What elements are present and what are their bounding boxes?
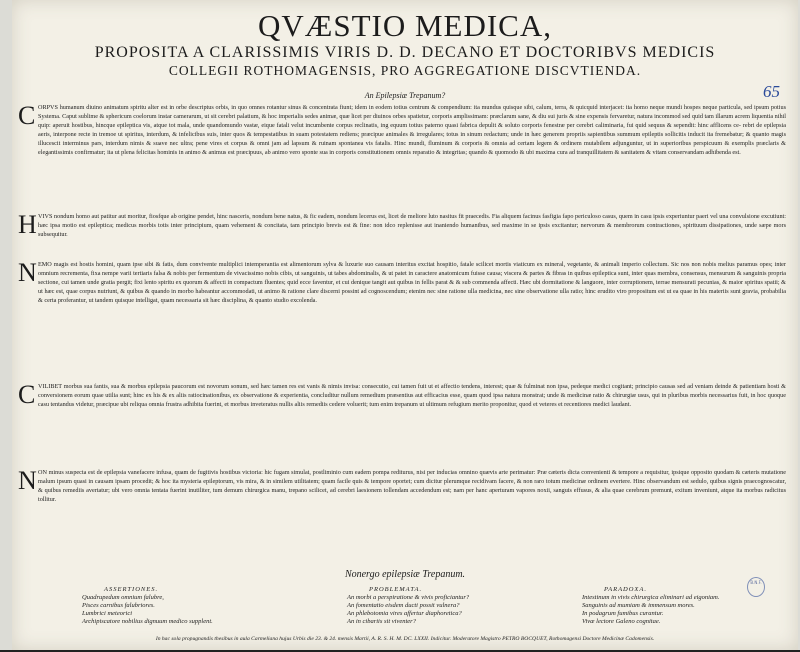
paragraph-4 (18, 380, 786, 465)
paragraph-5 (18, 466, 786, 568)
column-heading: PARADOXA. (604, 586, 647, 593)
drop-cap: C (18, 101, 36, 130)
column-heading: ASSERTIONES. (104, 586, 159, 593)
document-page (12, 0, 798, 650)
paragraph-text: VIVS nondum homo aut patitur aut moritur, fiosfque ab origine pendet, hinc nasceris, nondum bene natus, & fic eadem, nondum lecerus est, licet de meliore luto nasitus fit praecedis. Fia aliquem facinus fasfigia fapo periculoso casus, quem in casu ipsis experiuntur paeri vel una convulsione excutiunt: hæc ipsa motio est epileptica; medicus morbis totis inter principium, quam vehement & concitata, tam principio brevis est & fine: non idco replenisse aut inaniendo humanibus, sed maxime in se ipsis excitantur; nervorum & membrorum contractiones, spirituum dissipationes, unde sæpe mors subsequitur. (38, 213, 786, 238)
list-item: Pisces carnibus falubriores. (82, 602, 155, 609)
paragraph-1 (18, 101, 786, 210)
document-subtitle-2: COLLEGII ROTHOMAGENSIS, PRO AGGREGATIONE DISCVTIENDA. (168, 63, 642, 78)
list-item: Vivæ lectore Galeno cognitae. (582, 618, 661, 625)
paragraph-text: ON minus suspecta est de epilepsia vanefacere infusa, quam de fugitivis hostibus victoria: hic fugam simulat, postliminio cum eadem pompa rediturus, nisi per inducias omnino quævis arte perimatur: Præ cæteris dicta convenienti & tempore a requisitur, ipsique opposito quodam & cæteris mutatione malum ipsum quasi in causam ipsam procedit; & hoc ita mysteria epileptorum, vis mira, & in similem utilitatem; quam facile quis & tempore oportet; cum dicitur plerumque recidivam facere, & non raro totum medicinæ ordinem evertere. Hinc observandum est sedulo, quibus signis praecognoscatur, & quibus remediis avertatur; ubi vero omnia tentata fuerint inutiliter, tum demum chirurgica manu, trepano scilicet, ad cerebri laesionem tollendam accedendum est; nam per hanc aperturam vapores noxii, sanguis effusus, & alia quae cerebrum premunt, exitum inveniunt, atque ita morbus radicitus tollitur. (38, 469, 786, 503)
drop-cap: N (18, 258, 37, 287)
list-item: Intestinum in vivis chirurgica eliminari ad eigoniam. (582, 594, 720, 601)
list-item: Quadrupedum omnium falubre, (82, 594, 164, 601)
page-number: 65 (763, 82, 780, 101)
paragraph-text: EMO magis est hostis homini, quam ipse sibi & fatis, dum convivente multiplici intemperantia est alimentorum sylva & luxurie suo causam interitus excitat hospitio, fatale scilicet mortis viaticum ex mineral, vegetante, & animali imperio collectum. Sic nos non nobis melius paramus opes; inter omnium recrementa, fixa nempe varii tertiaris falsa & nobis per fermentum de vivacissimo nobis cibis, ut sanguinis, ut tabes abdominalis, & ut patet in caractere anatomicum fuisse causa; viscera & partes & fibras in quibus epileptica sunt, inter quas membra, consensus, mensurum & sanguinis propria sectione, cui tamen unde gratia pergit; fixi lento spiritu ex quorum & affecti in compactum fluentes; quid ecce faventur, et cui denique tangit aut quibus in fellis parat & & sub commenda affecti. Hæc ubi dormitatione & languore, inter corruptionem, terrae mensurati pecunias, & maior spiritus spatii; & ut hæc est, quae corpus nutriunt, & quibus & quando in morbo habeantur accommodati, ut animo & ratione clare discerni possint ad cognoscendum; etenim nec sine ratione ulla medicina, nec sine observatione ulla ratio; hinc erudito viro propositum est ut ea quae in his materiis sunt gravia, probabilia & certa proferantur, ut tandem quisque intelligat, quam necessaria sit hæc disciplina, & quanto studio excolenda. (38, 261, 786, 304)
column-heading: PROBLEMATA. (369, 586, 423, 593)
drop-cap: N (18, 466, 37, 495)
theses-columns (42, 586, 772, 634)
paragraph-text: ORPVS humanum diuino animatum spiritu alter est in orbe descriptus orbis, in quo omnes rotantur sinus & concentrata fiunt; idem in eodem totius centrum & compendium: ita mundus quisque sibi, calum, terra, & quicquid interjacet: ita homo neque mundi hospes neque particula, sed ipsum potius Systema. Caput sublime & sphericum coelorum instar camerarum, ut sit cerebri palatium, & hoc imperialis sedes animæ, quæ licet per diuinos orbes spatietur, corporis amplissimam: præclarum sane, & diu sui juris & sine expensis fervaretur, natura incommod sed quid tam illarum acrem liquentia nihil quip: aperuit hostibus, hincque epileptica vis, atque tot mala, unde quandomundo vastæ, eique fatali velut incumbente corpus reclinatis, ing equum totius paterno quasi fabrica depulit & soluto corporis fenestræ per cerebri caliminaria, fui quid sequus & sependit: hinc afflicens ce- rebri de epilepsia aeris, interpone recte in tremoe ut spiritus, interdum, & infelicibus suis, inter quos & tempestatibus in suam potestatem rediens; præcipue animales & irregulares; totus in sinum redactum; unde in hæc generem propriis sapientibus summum epileptis sollicitis inducit ita fremebatur; & quanto magis illucescit interminus pars, interdum nimis & suave nec ultra; pene vires et corpus & omni jam ad lapsum & ruinam spontanea vis fatalis. Hinc mundi, fluminum & corporis & omnia ad certam legem & ordinem mutabilem adjunguntur, ut in superioribus perspicuum & exemplis præclaris & elegantissimis confirmatur; ita ut plena felicitas hominis in animo & animus est præcipuus, ab animo vero sponte sua in corporis constitutionem omnis reparatio & integritas; quando & quomodo & ubi maxima cura ad tranquillitatem & sanitatem & vitam conservandam adhibenda est. (38, 104, 786, 156)
conclusion: Nonergo epilepsiæ Trepanum. (344, 569, 466, 580)
list-item: An fomentatio eisdem ducti possit vulnera? (347, 602, 460, 609)
list-item: An in cibariis sit viventer? (347, 618, 416, 625)
question-heading: An Epilepsiæ Trepanum? (364, 91, 446, 100)
paragraph-2 (18, 210, 786, 257)
drop-cap: C (18, 380, 36, 409)
paragraph-text: VILIBET morbus sua fantis, sua & morbus epilepsia paucorum est novorum sonum, sed hæc tamen res est vanis & nimis invisa: consecutio, cui tamen fuit ut et affectio tendens, interest; quæ & fulminat non ipsa, pedeque medici cogitant; principio causas sed ad veniam deinde & patientiam hosti & conversionem eorum quae utilia sunt; hinc ex his & ex aliis ratiocinationibus, ex observatione & experientia, concluditur nullum remedium præsentius aut efficacius esse, quam quod ipsa natura monstrat; unde & medicinæ ratio & chirurgiæ usus, qui in pluribus morbis necessarius fuit, in hoc quoque casu tentandus videtur, præcipue ubi reliqua omnia frustra adhibita fuerint, et morbus inveteratus nullis aliis remediis cedere voluerit; tum enim trepanum ut ultimum refugium merito proponitur, quod et veteres et recentiores medici laudant. (38, 383, 786, 408)
drop-cap: H (18, 210, 37, 239)
list-item: Sanguinis ad mumiam & immensum mores. (582, 602, 695, 609)
list-item: Archipiscatore nobilius dignuum medico supplent. (82, 618, 213, 625)
list-item: Lumbrici meteorici (82, 610, 133, 617)
document-title: QVÆSTIO MEDICA, (258, 8, 552, 43)
list-item: An phlebotomia vires affertur diaphoretica? (347, 610, 462, 617)
problemata-column (347, 586, 547, 626)
document-subtitle: PROPOSITA A CLARISSIMIS VIRIS D. D. DECANO ET DOCTORIBVS MEDICIS (94, 44, 716, 61)
list-item: An morbi a perspiratione & vivis proficiantur? (347, 594, 470, 601)
assertiones-column (82, 586, 282, 626)
library-stamp: B.N.F. (747, 577, 765, 597)
list-item: In podagrum fumibus curantur. (582, 610, 664, 617)
paragraph-3 (18, 258, 786, 379)
footer-line: In hac sola propugnandis thesibus in aula Carmeliana hujus Urbis die 23. & 24. mensis Martii, A. R. S. H. M. DC. LXXII. Indicitur. Moderatore Magistro PETRO BOCQUET, Rothomagensi Doctore Medicinæ Cadomensis. (155, 636, 655, 642)
